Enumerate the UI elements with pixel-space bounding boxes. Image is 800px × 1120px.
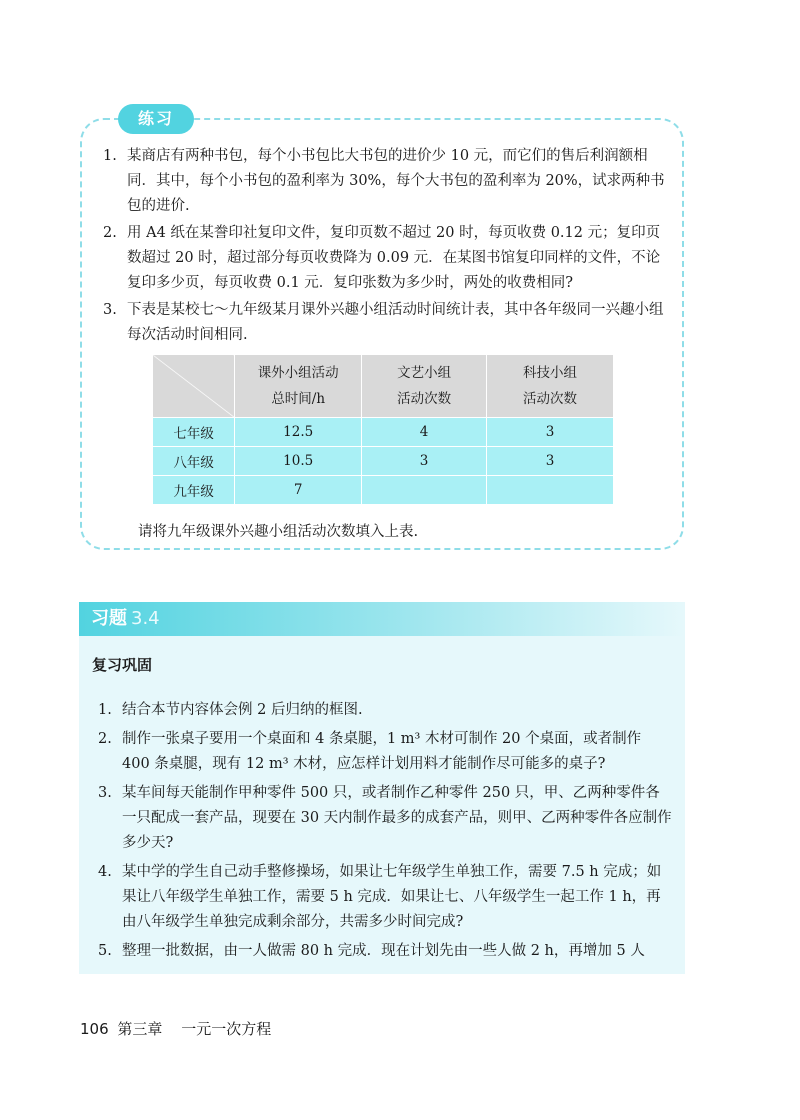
problem-text: 某中学的学生自己动手整修操场，如果让七年级学生单独工作，需要 7.5 h 完成；如果让八年级学生单独工作，需要 5 h 完成．如果让七、八年级学生一起工作 1 h，再由八年级学生单独完成剩余部分，共需多少时间完成? [122,864,662,930]
exercise-problem-5 [98,939,673,964]
exercise-problem-2 [98,727,673,777]
table-cell: 3 [487,447,614,476]
chapter-label: 第三章 [117,1020,163,1038]
table-cell: 3 [487,418,614,447]
exercise-problem-3 [98,781,673,856]
table-cell: 10.5 [235,447,362,476]
page-number: 106 [80,1020,109,1038]
table-row [153,447,614,476]
row-label: 九年级 [153,476,235,505]
chapter-title: 一元一次方程 [181,1020,272,1038]
problem-text: 整理一批数据，由一人做需 80 h 完成．现在计划先由一些人做 2 h，再增加 5 人 [122,943,645,959]
exercise-list [98,698,673,968]
problem-number: 1. [98,702,112,718]
header-line: 文艺小组 [397,365,452,381]
practice-tag: 练习 [118,104,194,134]
problem-text: 某商店有两种书包，每个小书包比大书包的进价少 10 元，而它们的售后利润额相同．其中，每个小书包的盈利率为 30%，每个大书包的盈利率为 20%，试求两种书包的进价. [127,148,665,214]
table-cell [487,476,614,505]
problem-text: 结合本节内容体会例 2 后归纳的框图. [122,702,363,718]
table-cell: 7 [235,476,362,505]
header-total-time [235,355,362,418]
exercise-problem-1 [98,698,673,723]
problem-number: 3. [103,302,117,318]
header-line: 总时间/h [271,391,326,407]
row-label: 七年级 [153,418,235,447]
header-line: 科技小组 [523,365,578,381]
exercise-title-text: 习题 [91,608,127,629]
table-header-row [153,355,614,418]
table-cell: 4 [362,418,487,447]
diagonal-header-cell [153,355,235,418]
activity-table [152,354,614,505]
problem-number: 3. [98,785,112,801]
problem-text: 某车间每天能制作甲种零件 500 只，或者制作乙种零件 250 只，甲、乙两种零件各一只配成一套产品，现要在 30 天内制作最多的成套产品，则甲、乙两种零件各应制作多少天? [122,785,672,851]
table-row [153,418,614,447]
header-line: 活动次数 [397,391,452,407]
practice-list [103,144,673,350]
exercise-header-bar [79,602,685,636]
practice-note: 请将九年级课外兴趣小组活动次数填入上表. [138,524,419,540]
header-tech-group [487,355,614,418]
problem-number: 2. [103,225,117,241]
problem-number: 5. [98,943,112,959]
table-cell: 3 [362,447,487,476]
row-label: 八年级 [153,447,235,476]
exercise-title [91,606,160,632]
table-cell [362,476,487,505]
header-line: 课外小组活动 [257,365,339,381]
problem-text: 用 A4 纸在某誊印社复印文件，复印页数不超过 20 时，每页收费 0.12 元；复印页数超过 20 时，超过部分每页收费降为 0.09 元．在某图书馆复印同样的文件，不论复印多少页，每页收费 0.1 元．复印张数为多少时，两处的收费相同? [127,225,661,291]
problem-text: 下表是某校七～九年级某月课外兴趣小组活动时间统计表，其中各年级同一兴趣小组每次活动时间相同. [127,302,664,343]
table-cell: 12.5 [235,418,362,447]
problem-number: 4. [98,864,112,880]
practice-problem-2 [103,221,673,296]
page-footer [80,1018,271,1039]
practice-problem-3 [103,298,673,348]
exercise-problem-4 [98,860,673,935]
problem-number: 1. [103,148,117,164]
exercise-subtitle: 复习巩固 [92,656,153,674]
table-row [153,476,614,505]
problem-number: 2. [98,731,112,747]
problem-text: 制作一张桌子要用一个桌面和 4 条桌腿，1 m³ 木材可制作 20 个桌面，或者制作 400 条桌腿，现有 12 m³ 木材，应怎样计划用料才能制作尽可能多的桌子? [122,731,642,772]
header-art-group [362,355,487,418]
exercise-number: 3.4 [131,608,160,629]
practice-problem-1 [103,144,673,219]
header-line: 活动次数 [523,391,578,407]
